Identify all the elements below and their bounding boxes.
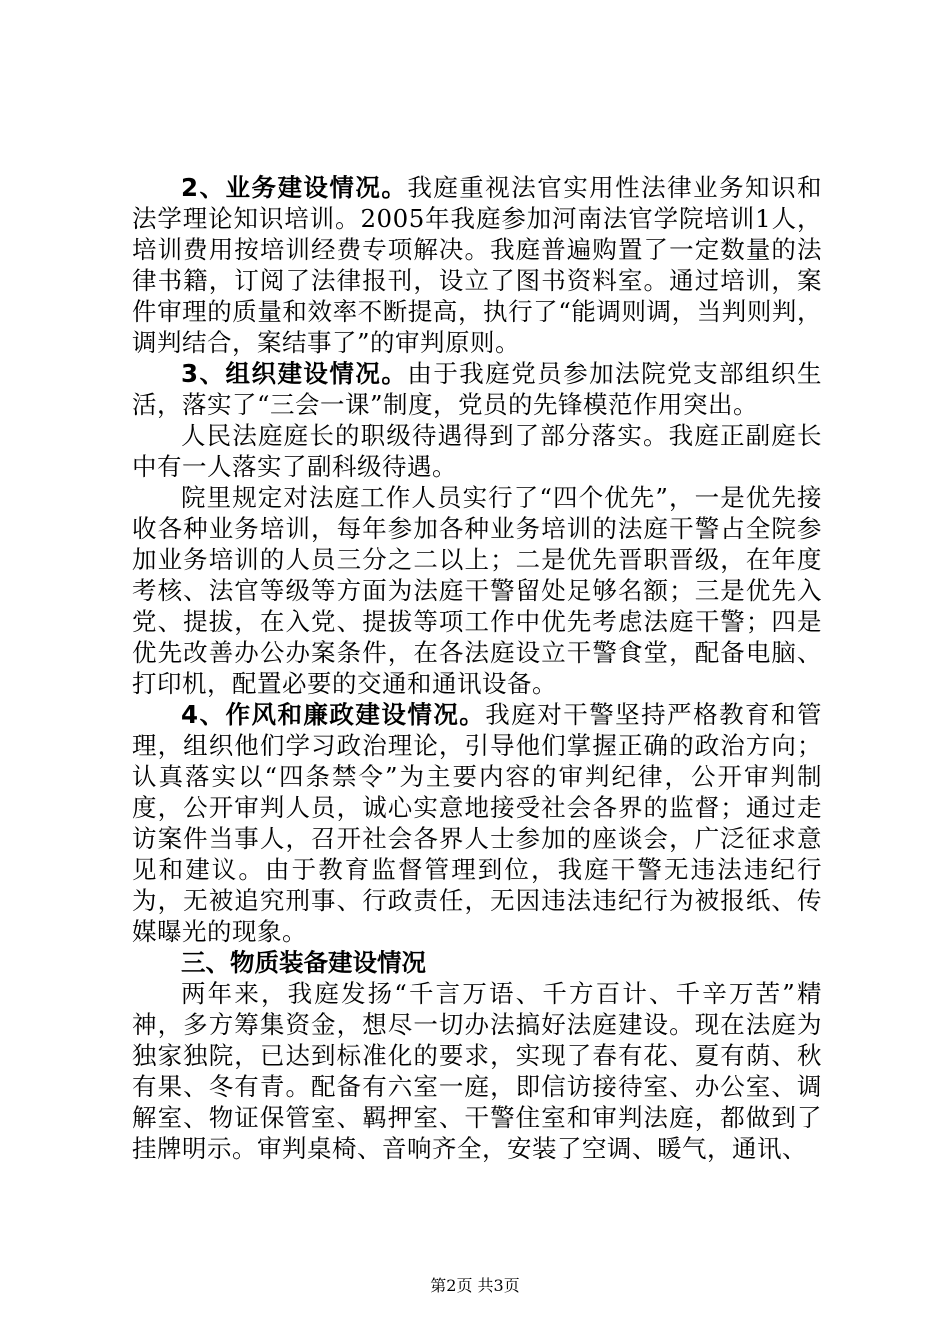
paragraph-text: 我庭对干警坚持严格教育和管理，组织他们学习政治理论，引导他们掌握正确的政治方向；认真落实以“四条禁令”为主要内容的审判纪律，公开审判制度，公开审判人员，诚心实意地接受社会各界的监督；通过走访案件当事人，召开社会各界人士参加的座谈会，广泛征求意见和建议。由于教育监督管理到位，我庭干警无违法违纪行为，无被追究刑事、行政责任，无因违法违纪行为被报纸、传媒曝光的现象。	[132, 700, 823, 946]
paragraph-chief-rank	[132, 420, 822, 482]
paragraph-business-construction	[132, 172, 822, 358]
paragraph-text: 人民法庭庭长的职级待遇得到了部分落实。我庭正副庭长中有一人落实了副科级待遇。	[132, 421, 822, 481]
paragraph-text: 院里规定对法庭工作人员实行了“四个优先”，一是优先接收各种业务培训，每年参加各种业务培训的法庭干警占全院参加业务培训的人员三分之二以上；二是优先晋职晋级，在年度考核、法官等级等方面为法庭干警留处足够名额；三是优先入党、提拔，在入党、提拔等项工作中优先考虑法庭干警；四是优先改善办公办案条件，在各法庭设立干警食堂，配备电脑、打印机，配置必要的交通和通讯设备。	[132, 483, 822, 698]
paragraph-conduct-integrity	[132, 699, 822, 947]
paragraph-four-priorities	[132, 482, 822, 699]
paragraph-text: 两年来，我庭发扬“千言万语、千方百计、千辛万苦”精神，多方筹集资金，想尽一切办法搞好法庭建设。现在法庭为独家独院，已达到标准化的要求，实现了春有花、夏有荫、秋有果、冬有青。配备有六室一庭，即信访接待室、办公室、调解室、物证保管室、羁押室、干警住室和审判法庭，都做到了挂牌明示。审判桌椅、音响齐全，安装了空调、暖气，通讯、	[132, 979, 822, 1163]
paragraph-organization-construction	[132, 358, 822, 420]
paragraph-lead: 3、组织建设情况。	[181, 359, 408, 388]
paragraph-material-equipment	[132, 978, 822, 1164]
page-number-footer: 第2页 共3页	[430, 1276, 520, 1295]
paragraph-text: 由于我庭党员参加法院党支部组织生活，落实了“三会一课”制度，党员的先锋模范作用突出。	[132, 359, 823, 419]
document-body	[132, 172, 822, 1164]
paragraph-text: 我庭重视法官实用性法律业务知识和法学理论知识培训。2005年我庭参加河南法官学院培训1人，培训费用按培训经费专项解决。我庭普遍购置了一定数量的法律书籍，订阅了法律报刊，设立了图书资料室。通过培训，案件审理的质量和效率不断提高，执行了“能调则调，当判则判，调判结合，案结事了”的审判原则。	[132, 173, 823, 357]
paragraph-lead: 2、业务建设情况。	[181, 173, 408, 202]
paragraph-lead: 4、作风和廉政建设情况。	[181, 700, 486, 729]
section-heading: 三、物质装备建设情况	[181, 948, 426, 977]
